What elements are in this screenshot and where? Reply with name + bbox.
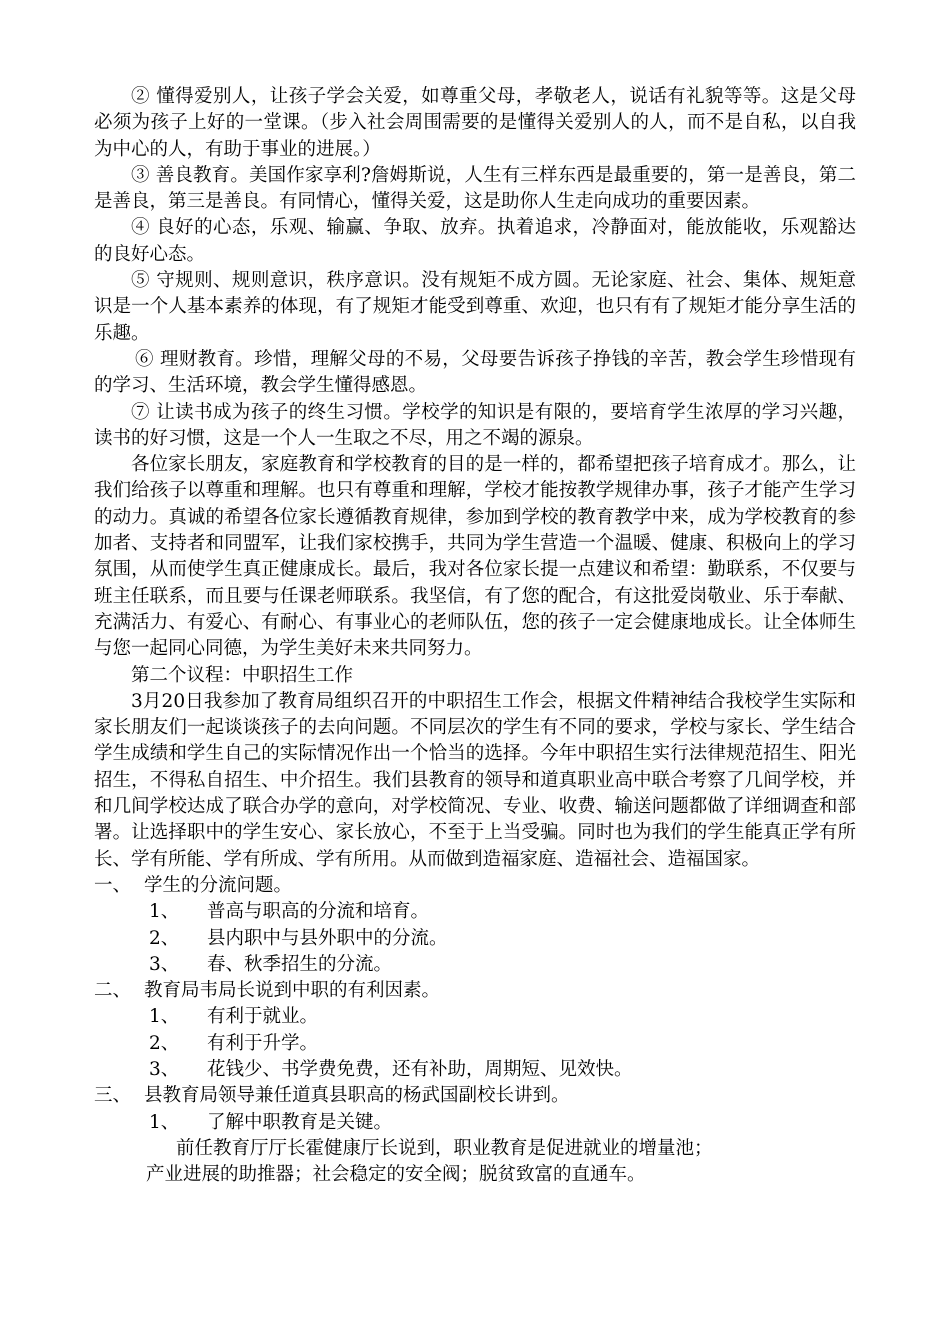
- section-3: [94, 1083, 856, 1136]
- closing-quote-line-1: 前任教育厅厅长霍健康厅长说到，职业教育是促进就业的增量池；: [176, 1137, 713, 1159]
- section-number: 三、: [94, 1085, 132, 1107]
- paragraph-parents-address: 各位家长朋友，家庭教育和学校教育的目的是一样的，都希望把孩子培育成才。那么，让我们给孩子以尊重和理解。也只有尊重和理解，学校才能按教学规律办事，孩子才能产生学习的动力。真诚的希望各位家长遵循教育规律，参加到学校的教育教学中来，成为学校教育的参加者、支持者和同盟军，让我们家校携手，共同为学生营造一个温暖、健康、积极向上的学习氛围，从而使学生真正健康成长。最后，我对各位家长提一点建议和希望：勤联系，不仅要与班主任联系，而且要与任课老师联系。我坚信，有了您的配合，有这批爱岗敬业、乐于奉献、充满活力、有爱心、有耐心、有事业心的老师队伍，您的孩子一定会健康地成长。让全体师生与您一起同心同德，为学生美好未来共同努力。: [94, 454, 856, 660]
- section-number: 一、: [94, 874, 132, 896]
- list-item: 2、 县内职中与县外职中的分流。: [149, 927, 448, 949]
- section-2: [94, 978, 856, 1083]
- list-item: 1、 普高与职高的分流和培育。: [149, 901, 430, 923]
- paragraph-mindset: ④ 良好的心态，乐观、输赢、争取、放弃。执着追求，冷静面对，能放能收，乐观豁达的良好心态。: [94, 217, 856, 265]
- agenda-paragraph: 3月20日我参加了教育局组织召开的中职招生工作会，根据文件精神结合我校学生实际和家长朋友们一起谈谈孩子的去向问题。不同层次的学生有不同的要求，学校与家长、学生结合学生成绩和学生自己的实际情况作出一个恰当的选择。今年中职招生实行法律规范招生、阳光招生，不得私自招生、中介招生。我们县教育的领导和道真职业高中联合考察了几间学校，并和几间学校达成了联合办学的意向，对学校简况、专业、收费、输送问题都做了详细调查和部署。让选择职中的学生安心、家长放心，不至于上当受骗。同时也为我们的学生能真正学有所长、学有所能、学有所成、学有所用。从而做到造福家庭、造福社会、造福国家。: [94, 690, 856, 870]
- paragraph-finance: ⑥ 理财教育。珍惜，理解父母的不易，父母要告诉孩子挣钱的辛苦，教会学生珍惜现有的学习、生活环境，教会学生懂得感恩。: [94, 348, 856, 397]
- list-item: 3、 春、秋季招生的分流。: [149, 953, 393, 975]
- list-item: 2、 有利于升学。: [149, 1032, 319, 1054]
- section-title: 学生的分流问题。: [144, 874, 293, 896]
- closing-quote-line-2: 产业进展的助推器；社会稳定的安全阀；脱贫致富的直通车。: [146, 1164, 646, 1186]
- paragraph-love-others: ② 懂得爱别人，让孩子学会关爱，如尊重父母，孝敬老人，说话有礼貌等等。这是父母必须为孩子上好的一堂课。（步入社会周围需要的是懂得关爱别人的人，而不是自私，以自我为中心的人，有助于事业的进展。）: [94, 86, 856, 160]
- section-title: 教育局韦局长说到中职的有利因素。: [144, 980, 441, 1002]
- section-title: 县教育局领导兼任道真县职高的杨武国副校长讲到。: [144, 1085, 570, 1107]
- list-item: 1、 有利于就业。: [149, 1006, 319, 1028]
- paragraph-kindness: ③ 善良教育。美国作家享利?詹姆斯说，人生有三样东西是最重要的，第一是善良，第二是善良，第三是善良。有同情心，懂得关爱，这是助你人生走向成功的重要因素。: [94, 164, 856, 213]
- section-number: 二、: [94, 980, 132, 1002]
- document-page: [94, 84, 856, 1188]
- list-item: 1、 了解中职教育是关键。: [149, 1111, 393, 1133]
- section-1: [94, 873, 856, 978]
- paragraph-reading: ⑦ 让读书成为孩子的终生习惯。学校学的知识是有限的，要培育学生浓厚的学习兴趣，读书的好习惯，这是一个人一生取之不尽，用之不竭的源泉。: [94, 401, 856, 449]
- list-item: 3、 花钱少、书学费免费，还有补助，周期短、见效快。: [149, 1058, 633, 1080]
- agenda-heading: 第二个议程：中职招生工作: [131, 664, 354, 686]
- paragraph-rules: ⑤ 守规则、规则意识，秩序意识。没有规矩不成方圆。无论家庭、社会、集体、规矩意识是一个人基本素养的体现，有了规矩才能受到尊重、欢迎，也只有有了规矩才能分享生活的乐趣。: [94, 270, 856, 344]
